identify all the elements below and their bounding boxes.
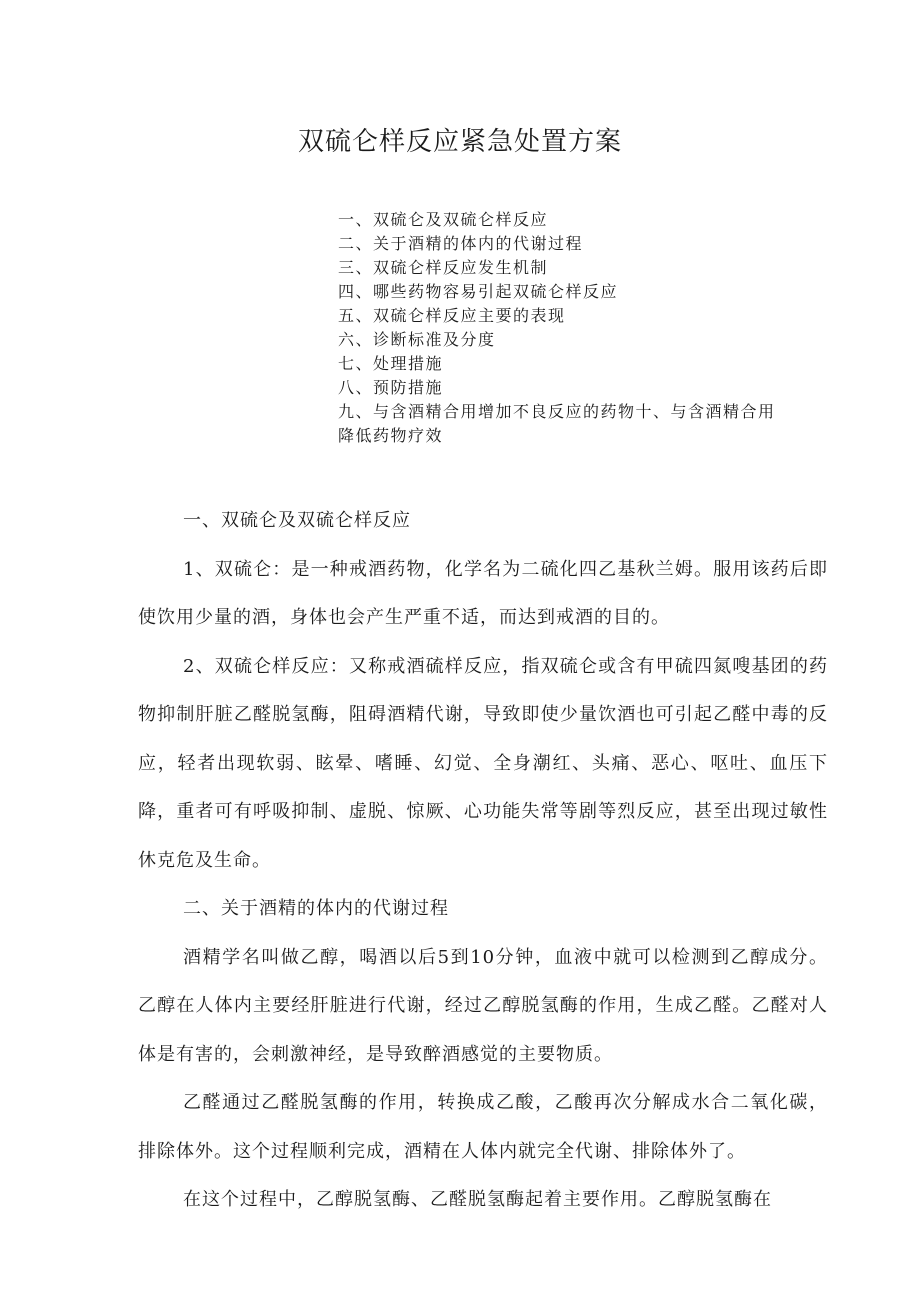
section-heading: 一、双硫仑及双硫仑样反应: [183, 510, 411, 531]
table-of-contents: [338, 208, 808, 448]
body-paragraph: 酒精学名叫做乙醇，喝酒以后5到10分钟，血液中就可以检测到乙醇成分。乙醇在人体内主要经肝脏进行代谢，经过乙醇脱氢酶的作用，生成乙醛。乙醛对人体是有害的，会刺激神经，是导致醉酒感觉的主要物质。: [138, 946, 828, 1065]
body-paragraph: 1、双硫仑：是一种戒酒药物，化学名为二硫化四乙基秋兰姆。服用该药后即使饮用少量的酒，身体也会产生严重不适，而达到戒酒的目的。: [138, 558, 828, 628]
toc-item: 六、诊断标准及分度: [338, 330, 496, 349]
toc-item: 一、双硫仑及双硫仑样反应: [338, 210, 549, 229]
document-title: 双硫仑样反应紧急处置方案: [297, 127, 622, 157]
body-paragraph: 乙醛通过乙醛脱氢酶的作用，转换成乙酸，乙酸再次分解成水合二氧化碳，排除体外。这个过程顺利完成，酒精在人体内就完全代谢、排除体外了。: [138, 1092, 828, 1162]
toc-item: 降低药物疗效: [338, 426, 444, 445]
toc-item: 五、双硫仑样反应主要的表现: [338, 306, 566, 325]
section-heading: 二、关于酒精的体内的代谢过程: [183, 898, 449, 919]
document-body: [138, 497, 828, 1225]
toc-item: 九、与含酒精合用增加不良反应的药物十、与含酒精合用: [338, 402, 776, 421]
body-paragraph: 在这个过程中，乙醇脱氢酶、乙醛脱氢酶起着主要作用。乙醇脱氢酶在: [183, 1189, 772, 1210]
toc-item: 八、预防措施: [338, 378, 444, 397]
body-paragraph: 2、双硫仑样反应：又称戒酒硫样反应，指双硫仑或含有甲硫四氮嗖基团的药物抑制肝脏乙醛脱氢酶，阻碍酒精代谢，导致即使少量饮酒也可引起乙醛中毒的反应，轻者出现软弱、眩晕、嗜睡、幻觉、全身潮红、头痛、恶心、呕吐、血压下降，重者可有呼吸抑制、虚脱、惊厥、心功能失常等剧等烈反应，甚至出现过敏性休克危及生命。: [138, 655, 828, 871]
toc-item: 七、处理措施: [338, 354, 444, 373]
toc-item: 三、双硫仑样反应发生机制: [338, 258, 549, 277]
toc-item: 四、哪些药物容易引起双硫仑样反应: [338, 282, 619, 301]
toc-item: 二、关于酒精的体内的代谢过程: [338, 234, 584, 253]
